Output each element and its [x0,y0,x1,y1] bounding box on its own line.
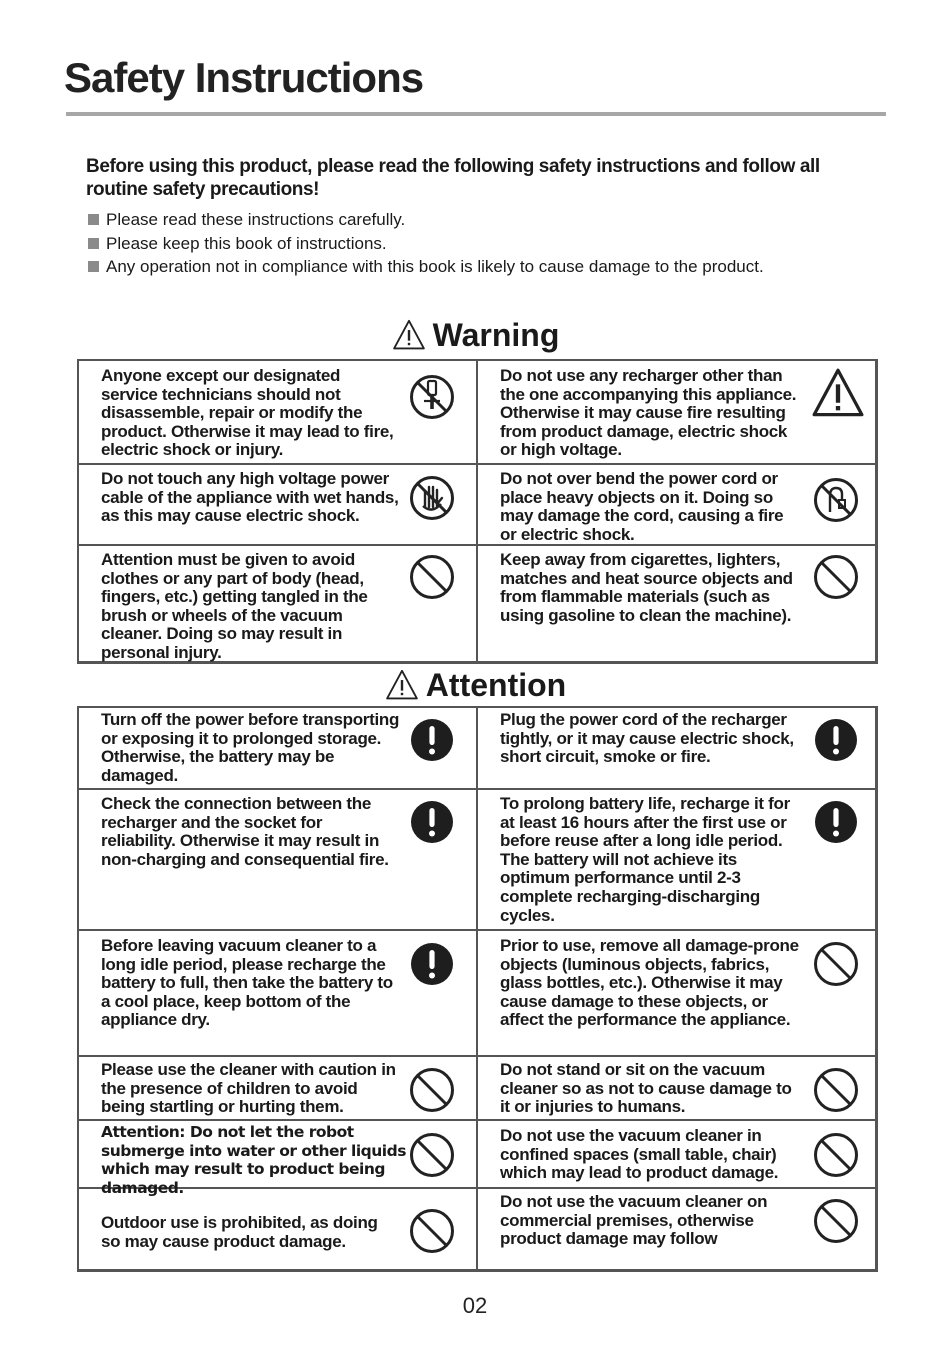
exclamation-icon [408,798,456,846]
prohibited-icon [812,1131,860,1179]
bullet-text: Any operation not in compliance with this book is likely to cause damage to the product. [106,257,764,276]
square-bullet-icon [88,238,99,249]
table-cell [79,790,476,929]
prohibited-icon [812,1066,860,1114]
instruction-text: Plug the power cord of the recharger tightly, or it may cause electric shock, short circuit, smoke or fire. [500,710,794,767]
instruction-text: Do not stand or sit on the vacuum cleaner so as not to cause damage to it or injuries to humans. [500,1060,792,1117]
table-cell [476,790,875,929]
exclamation-icon [408,940,456,988]
table-row [79,1187,875,1269]
table-cell [476,465,875,544]
table-cell [476,1189,875,1269]
instruction-text: Anyone except our designated service technicians should not disassemble, repair or modify the product. Otherwise it may lead to fire, electric shock or injury. [101,366,394,460]
table-row [79,708,875,788]
instruction-text: Outdoor use is prohibited, as doing so may cause product damage. [101,1213,378,1251]
instruction-text: Do not use the vacuum cleaner in confined spaces (small table, chair) which may lead to product damage. [500,1126,779,1183]
no-disassemble-icon [408,373,456,421]
exclamation-icon [812,716,860,764]
warning-triangle-icon [812,367,864,419]
instruction-text: Do not over bend the power cord or place heavy objects on it. Doing so may damage the cord, causing a fire or electric shock. [500,469,784,544]
prohibited-icon [408,1207,456,1255]
table-cell [79,1189,476,1269]
table-cell [79,546,476,661]
instruction-text: Please use the cleaner with caution in the presence of children to avoid being startling or hurting them. [101,1060,396,1117]
instruction-text: Attention: Do not let the robot submerge into water or other liquids which may result to product being damaged. [101,1123,406,1197]
table-cell [79,708,476,788]
instruction-text: Before leaving vacuum cleaner to a long idle period, please recharge the battery to full, then take the battery to a cool place, keep bottom of the appliance dry. [101,936,393,1030]
table-cell [79,1121,476,1197]
prohibited-icon [408,1131,456,1179]
exclamation-icon [812,798,860,846]
table-cell [79,1057,476,1119]
instruction-text: To prolong battery life, recharge it for at least 16 hours after the first use or before reuse after a long idle period. The battery will not achieve its optimum performance until 2-3 complete recharging-discharging cycles. [500,794,790,925]
table-row [79,929,875,1055]
prohibited-icon [812,1197,860,1245]
square-bullet-icon [88,214,99,225]
prohibited-icon [812,940,860,988]
bullet-item [86,232,846,256]
attention-heading-text: Attention [425,666,567,703]
intro-bullets [86,208,846,279]
bullet-text: Please keep this book of instructions. [106,233,387,253]
prohibited-icon [408,1066,456,1114]
warning-heading-text: Warning [432,316,560,353]
page-number: 02 [462,1293,488,1318]
no-wet-hands-icon [408,474,456,522]
table-cell [79,931,476,1055]
warning-triangle-icon [384,668,420,702]
prohibited-icon [812,553,860,601]
table-cell [476,1057,875,1119]
instruction-text: Do not use any recharger other than the one accompanying this appliance. Otherwise it may cause fire resulting from product damage, electric shock or high voltage. [500,366,797,460]
table-cell [476,1121,875,1187]
attention-table [77,706,878,1272]
bullet-text: Please read these instructions carefully. [106,210,406,229]
table-row [79,1119,875,1197]
warning-triangle-icon [391,318,427,352]
table-cell [476,361,875,463]
bullet-item [86,255,846,279]
table-cell [79,465,476,544]
instruction-text: Do not touch any high voltage power cable of the appliance with wet hands, as this may cause electric shock. [101,469,399,526]
table-row [79,361,875,463]
page-title: Safety Instructions [64,54,424,101]
instruction-text: Prior to use, remove all damage-prone objects (luminous objects, fabrics, glass bottles, etc.). Otherwise it may cause damage to these objects, or affect the performance the appliance. [500,936,799,1030]
bullet-item [86,208,846,232]
table-cell [476,708,875,788]
table-row [79,544,875,661]
instruction-text: Check the connection between the recharger and the socket for reliability. Otherwise it may result in non-charging and consequential fire. [101,794,389,869]
attention-heading [0,665,950,705]
table-row [79,463,875,544]
table-row [79,788,875,929]
warning-heading [0,315,950,355]
no-bend-cord-icon [812,476,860,524]
prohibited-icon [408,553,456,601]
instruction-text: Turn off the power before transporting or exposing it to prolonged storage. Otherwise, the battery may be damaged. [101,710,400,785]
table-cell [476,931,875,1055]
table-cell [476,546,875,661]
square-bullet-icon [88,261,99,272]
warning-table [77,359,878,664]
instruction-text: Keep away from cigarettes, lighters, matches and heat source objects and from flammable materials (such as using gasoline to clean the machine). [500,550,793,625]
table-row [79,1055,875,1119]
exclamation-icon [408,716,456,764]
instruction-text: Do not use the vacuum cleaner on commercial premises, otherwise product damage may follow [500,1192,768,1249]
table-cell [79,361,476,463]
title-divider [66,112,886,116]
intro-heading: Before using this product, please read the following safety instructions and follow all routine safety precautions! [86,156,820,200]
instruction-text: Attention must be given to avoid clothes or any part of body (head, fingers, etc.) getting tangled in the brush or wheels of the vacuum cleaner. Doing so may result in personal injury. [101,550,368,662]
